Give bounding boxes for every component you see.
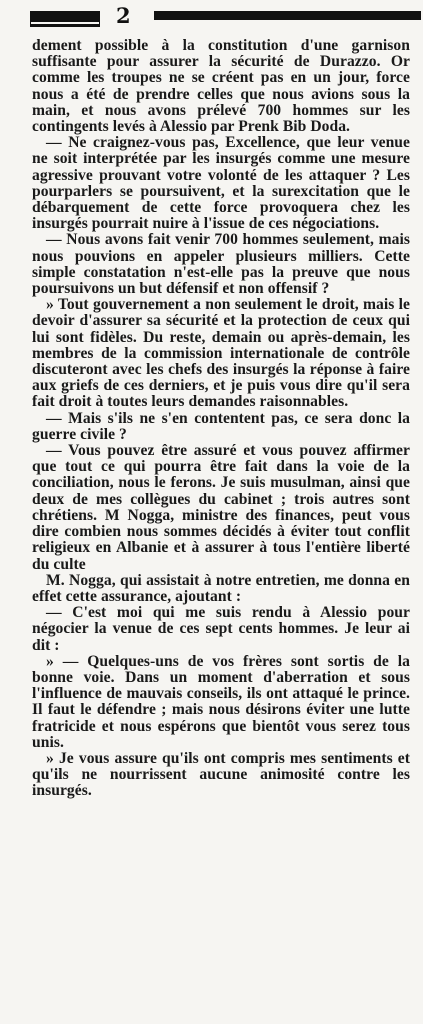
article-column [32, 38, 410, 800]
article-paragraph: — C'est moi qui me suis rendu à Alessio pour négocier la venue de ces sept cents hommes. Je leur ai dit : [32, 604, 410, 654]
header-rule-right [154, 11, 421, 20]
article-paragraph: dement possible à la constitution d'une garnison suffisante pour assurer la sécurité de Durazzo. Or comme les troupes ne se créent pas en un jour, force nous a été de prendre celles que nous avions sous la main, et nous avons prélevé 700 hommes sur les contingents levés à Alessio par Prenk Bib Doda. [32, 37, 410, 136]
page-header [30, 3, 421, 28]
article-paragraph: » Tout gouvernement a non seulement le droit, mais le devoir d'assurer sa sécurité et la protection de ceux qui lui sont fidèles. Du reste, demain ou après-demain, les membres de la commission internationale de contrôle discuteront avec les chefs des insurgés la réponse à faire aux griefs de ces derniers, et je puis vous dire qu'il sera fait droit à toutes leurs demandes raisonnables. [32, 296, 410, 411]
header-rule-left [30, 11, 100, 22]
page-number: 2 [116, 3, 131, 28]
article-paragraph: — Vous pouvez être assuré et vous pouvez affirmer que tout ce qui pourra être fait dans la voie de la conciliation, nous le ferons. Je suis musulman, ainsi que deux de mes collègues du cabinet ; trois autres sont chrétiens. M Nogga, ministre des finances, peut vous dire combien nous sommes décidés à éviter tout conflit religieux en Albanie et à assurer à tous l'entière liberté du culte [32, 442, 410, 573]
article-paragraph: — Mais s'ils ne s'en contentent pas, ce sera donc la guerre civile ? [32, 409, 410, 443]
article-paragraph: » Je vous assure qu'ils ont compris mes sentiments et qu'ils ne nourrissent aucune animosité contre les insurgés. [32, 749, 410, 800]
article-paragraph: — Ne craignez-vous pas, Excellence, que leur venue ne soit interprétée par les insurgés comme une mesure agressive prouvant votre volonté de les attaquer ? Les pourparlers se poursuivent, et la surexcitation que le débarquement de cette force provoquera chez les insurgés pourrait nuire à l'issue de ces négociations. [32, 134, 410, 233]
article-paragraph: — Nous avons fait venir 700 hommes seulement, mais nous pouvions en appeler plusieurs milliers. Cette simple constatation n'est-elle pas la preuve que nous poursuivons un but défensif et non offensif ? [32, 231, 410, 298]
article-paragraph: M. Nogga, qui assistait à notre entretien, me donna en effet cette assurance, ajoutant : [32, 571, 410, 605]
article-paragraph: » — Quelques-uns de vos frères sont sortis de la bonne voie. Dans un moment d'aberration et sous l'influence de mauvais conseils, ils ont attaqué le prince. Il faut le défendre ; mais nous désirons éviter une lutte fratricide et nous espérons que bientôt vous serez tous unis. [32, 652, 410, 751]
